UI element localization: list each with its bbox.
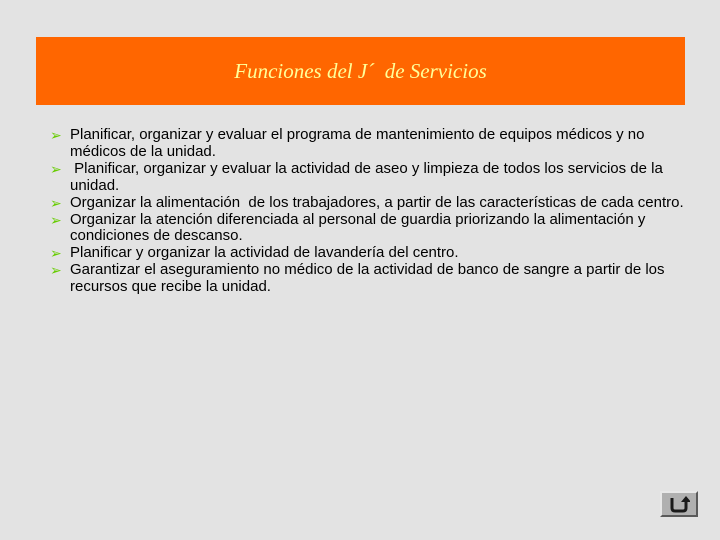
arrow-bullet-icon: ➢ bbox=[50, 262, 62, 279]
arrow-bullet-icon: ➢ bbox=[50, 127, 62, 143]
arrow-bullet-icon: ➢ bbox=[50, 245, 62, 262]
list-item bbox=[50, 262, 690, 296]
list-item bbox=[50, 161, 690, 195]
bullet-list bbox=[50, 127, 690, 296]
bullet-text: Planificar, organizar y evaluar el programa de mantenimiento de equipos médicos y no médicos de la unidad. bbox=[70, 126, 649, 160]
bullet-text: Garantizar el aseguramiento no médico de la actividad de banco de sangre a partir de los recursos que recibe la unidad. bbox=[70, 261, 669, 296]
list-item bbox=[50, 127, 690, 161]
bullet-text: Organizar la alimentación de los trabajadores, a partir de las características de cada centro. bbox=[70, 193, 684, 211]
arrow-bullet-icon: ➢ bbox=[50, 160, 62, 177]
list-item bbox=[50, 212, 690, 246]
list-item bbox=[50, 245, 690, 262]
bullet-text: Planificar, organizar y evaluar la actividad de aseo y limpieza de todos los servicios de la unidad. bbox=[70, 159, 667, 194]
return-arrow-icon bbox=[668, 495, 690, 513]
slide-title: Funciones del J´ de Servicios bbox=[234, 58, 487, 83]
bullet-text: Planificar y organizar la actividad de lavandería del centro. bbox=[70, 244, 459, 262]
arrow-bullet-icon: ➢ bbox=[50, 194, 62, 211]
bullet-text: Organizar la atención diferenciada al personal de guardia priorizando la alimentación y condiciones de descanso. bbox=[70, 210, 650, 245]
arrow-bullet-icon: ➢ bbox=[50, 211, 62, 228]
title-banner bbox=[36, 37, 685, 105]
list-item bbox=[50, 195, 690, 212]
return-button[interactable] bbox=[660, 491, 698, 517]
